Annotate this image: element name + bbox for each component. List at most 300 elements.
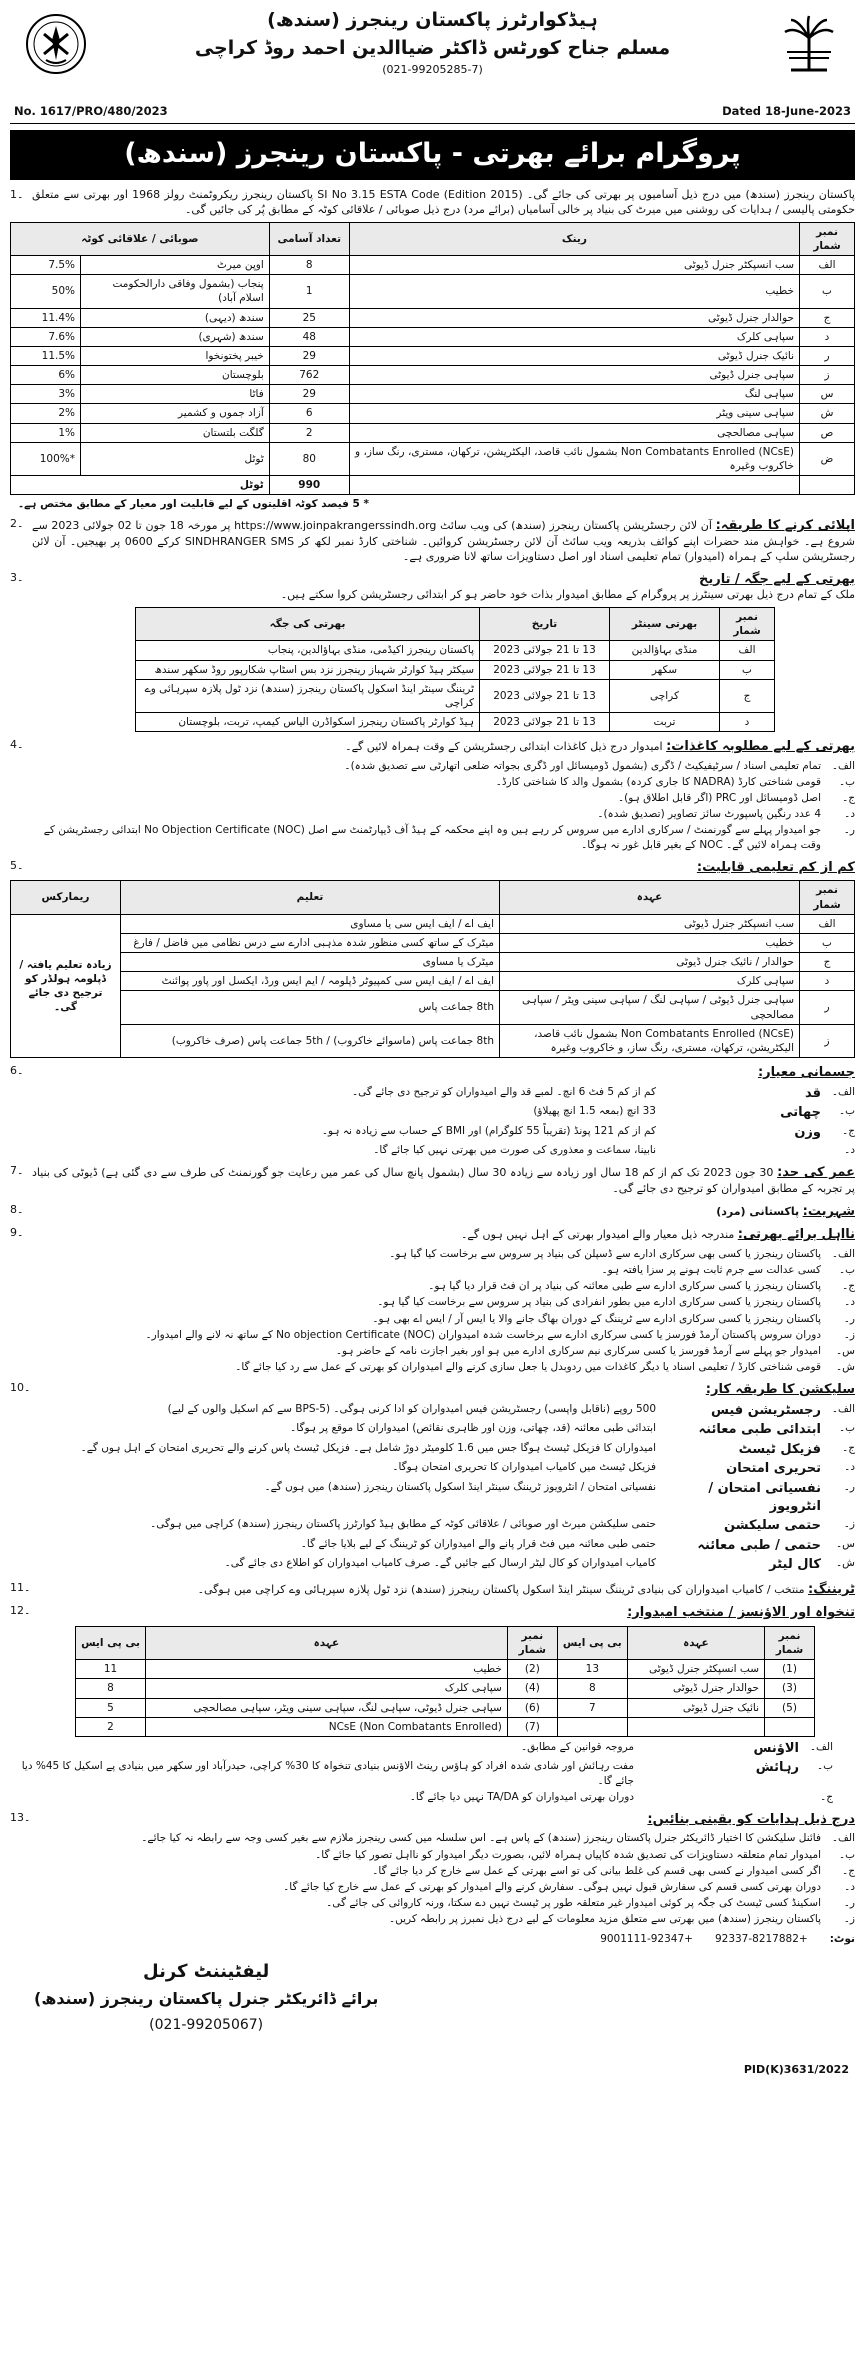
- contact-numbers: [32, 1932, 855, 1946]
- row-place: پاکستان رینجرز اکیڈمی، منڈی بہاؤالدین، پنجاب: [136, 641, 480, 660]
- item-value: نابینا، سماعت و معذوری کی صورت میں بھرتی نہیں کیا جائے گا۔: [373, 1144, 656, 1157]
- row-quota-pct: 7.5%: [11, 255, 81, 274]
- item-label: الف۔: [831, 1402, 855, 1415]
- item-text: پاکستان رینجرز یا کسی سرکاری ادارے میں بطور انفرادی کی بنیاد پر سروس سے برخاست کیا گیا ہو۔: [377, 1296, 821, 1309]
- item-label: د۔: [844, 808, 855, 821]
- row-province: اوپن میرٹ: [81, 255, 270, 274]
- instructions-title: درج ذیل ہدایات کو یقینی بنائیں:: [647, 1811, 855, 1827]
- row-rank: سپاہی مصالحچی: [349, 423, 799, 442]
- list-item: [10, 1739, 833, 1759]
- col-post: عہدہ: [627, 1626, 764, 1659]
- row-sn: ر: [800, 346, 855, 365]
- education-row: [11, 991, 855, 1024]
- list-item: [32, 1440, 855, 1460]
- row-post: سب انسپکٹر جنرل ڈیوٹی: [500, 914, 800, 933]
- row-province: ٹوٹل: [81, 442, 270, 475]
- list-item: [32, 1084, 855, 1104]
- row-date: 13 تا 21 جولائی 2023: [480, 641, 610, 660]
- list-item: [32, 1555, 855, 1575]
- education-row: [11, 933, 855, 952]
- item-text: پاکستان رینجرز یا کسی سرکاری ادارے سے طبی معائنہ کی بنیاد پر ان فٹ قرار دیا گیا ہو۔: [428, 1280, 821, 1293]
- note-label: نوٹ:: [829, 1932, 855, 1945]
- item-value: امیدواران کا فزیکل ٹیسٹ ہوگا جس میں 1.6 کلومیٹر دوڑ شامل ہے۔ فزیکل ٹیسٹ پاس کرنے والے تحریری امتحان کے اہل ہوں گے۔: [80, 1441, 656, 1454]
- row-post: (Non Combatants Enrolled) NCsE: [146, 1717, 508, 1736]
- item-key: نفسیاتی امتحان / انٹرویوز: [708, 1481, 821, 1514]
- item-key: فزیکل ٹیسٹ: [738, 1441, 821, 1457]
- signature-footer: [10, 1960, 855, 2080]
- item-label: ش۔: [836, 1361, 855, 1374]
- reference-row: [10, 104, 855, 124]
- item-text: اگر کسی امیدوار نے کسی بھی قسم کی غلط بیانی کی تو اسے بھرتی کے عمل سے خارج کر دیا جائے گا۔: [372, 1864, 821, 1877]
- item-key: حتمی سلیکشن: [724, 1518, 821, 1534]
- item-label: ر۔: [843, 824, 855, 837]
- row-sn: (2): [507, 1660, 557, 1679]
- item-text: پاکستان رینجرز یا کسی بھی سرکاری ادارے سے ڈسپلن کی بنیاد پر سروس سے برخاست کیا گیا ہو۔: [389, 1247, 821, 1260]
- item-value: کم از کم 121 پونڈ (تقریباً 55 کلوگرام) اور BMI کے حساب سے زیادہ نہ ہو۔: [321, 1124, 656, 1137]
- row-quota-pct: 1%: [11, 423, 81, 442]
- row-sn: ز: [800, 366, 855, 385]
- item-label: الف۔: [831, 1247, 855, 1260]
- row-date: 13 تا 21 جولائی 2023: [480, 679, 610, 712]
- item-text: اسکینڈ کسی ٹیسٹ کی جگہ پر کوئی امیدوار غیر متعلقہ طور پر ٹیسٹ نہیں دے سکتا، ورنہ کاروائی کی جائے گی۔: [326, 1897, 821, 1910]
- row-sn: د: [720, 713, 775, 732]
- section-number: 3۔: [10, 570, 24, 584]
- section-6-physical: [10, 1064, 855, 1158]
- col-quota: صوبائی / علاقائی کوٹہ: [11, 222, 270, 255]
- pay-title: تنخواہ اور الاؤنسز / منتخب امیدوار:: [627, 1605, 855, 1621]
- row-sn: ج: [720, 679, 775, 712]
- row-count: 2: [269, 423, 349, 442]
- age-text: 30 جون 2023 تک کم از کم 18 سال اور زیادہ سے زیادہ 30 سال (بشمول پانچ سال کی عمر میں رعایت جو گورنمنٹ کی طرف سے دی گئی ہے) ڈیوٹی کی بنیاد پر تجربہ کے مطابق امیدواران کو ترجیح دی جائے گی۔: [32, 1166, 855, 1195]
- section-number: 5۔: [10, 858, 24, 872]
- item-label: س۔: [836, 1344, 855, 1357]
- row-rank: سپاہی سینی ویٹر: [349, 404, 799, 423]
- row-province: سندھ (شہری): [81, 327, 270, 346]
- row-quota-pct: 100%*: [11, 442, 81, 475]
- documents-intro: امیدوار درج ذیل کاغذات ابتدائی رجسٹریشن کے وقت ہمراہ لائیں گے۔: [345, 740, 663, 754]
- list-item: [32, 1479, 855, 1516]
- item-text: قومی شناختی کارڈ (NADRA کا جاری کردہ) بشمول والد کا شناختی کارڈ۔: [495, 775, 821, 788]
- item-text: امیدوار جو پہلے سے آرمڈ فورسز یا کسی سرکاری نیم سرکاری ادارے میں ہو اور بغیر اجازت نامہ کے حاضر ہو۔: [335, 1344, 821, 1357]
- item-key: رہائش: [755, 1760, 799, 1776]
- item-text: تمام تعلیمی اسناد / سرٹیفیکیٹ / ڈگری (بشمول ڈومیسائل اور ڈگری بجواتہ ضلعی اتھارٹی سے تصدیق شدہ)۔: [344, 759, 821, 772]
- center-row: [136, 713, 775, 732]
- list-item: [32, 1536, 855, 1556]
- list-item: [32, 1278, 855, 1294]
- documents-title: بھرتی کے لیے مطلوبہ کاغذات:: [666, 739, 855, 755]
- education-title: کم از کم تعلیمی قابلیت:: [696, 859, 855, 875]
- citizenship-title: شہریت:: [802, 1203, 855, 1219]
- selection-title: سلیکشن کا طریقہ کار:: [705, 1382, 855, 1398]
- item-label: ز۔: [843, 1913, 855, 1926]
- list-item: [32, 822, 855, 852]
- row-sn: س: [800, 385, 855, 404]
- item-value: ابتدائی طبی معائنہ (قد، چھاتی، وزن اور ظاہری نقائص) امیدواران کا موقع پر ہوگا۔: [290, 1422, 656, 1435]
- row-rank: نائیک جنرل ڈیوٹی: [349, 346, 799, 365]
- item-text: جو امیدوار پہلے سے گورنمنٹ / سرکاری ادارے میں سروس کر رہے ہیں وہ اپنے محکمہ کے ہیڈ آف ڈیپارٹمنٹ سے اصل No Objection Certificate (NOC) ابتدائی رجسٹریشن کے وقت ہمراہ لائیں گے۔ NOC کے بغیر قابل غور نہ ہوگا۔: [43, 824, 821, 851]
- section-1-vacancies: [10, 188, 855, 511]
- list-item: [32, 1246, 855, 1262]
- row-sn: ر: [800, 991, 855, 1024]
- col-education: تعلیم: [121, 881, 500, 914]
- list-item: [32, 1401, 855, 1421]
- row-sn: (7): [507, 1717, 557, 1736]
- row-sn: [765, 1717, 815, 1736]
- row-post: حوالدار جنرل ڈیوٹی: [627, 1679, 764, 1698]
- item-key: وزن: [794, 1124, 821, 1140]
- section-number: 4۔: [10, 738, 24, 752]
- item-value: حتمی طبی معائنہ میں فٹ قرار پانے والے امیدواران کو ٹریننگ کے لیے بلایا جائے گا۔: [300, 1537, 656, 1550]
- section-number: 10۔: [10, 1381, 31, 1395]
- item-text: قومی شناختی کارڈ / تعلیمی اسناد یا دیگر کاغذات میں ردوبدل یا جعل سازی کرنے والے امیدواران کو بھرتی کے عمل سے رد کیا جائے گا۔: [235, 1361, 821, 1374]
- row-remarks: زیادہ تعلیم یافتہ / ڈپلومہ ہولڈر کو ترجیح دی جائے گی۔: [11, 914, 121, 1057]
- item-label: الف۔: [809, 1740, 833, 1753]
- hq-phone: (021-99205285-7): [382, 63, 483, 77]
- signatory-phone: (021-99205067): [149, 2016, 264, 2033]
- total-label: ٹوٹل: [11, 476, 270, 495]
- section-1-text: پاکستان رینجرز (سندھ) میں درج ذیل آسامیوں پر بھرتی کی جائے گی۔ SI No 3.15 ESTA Code (Edition 2015) پاکستان رینجرز ریکروٹمنٹ رولز 1968 اور بھرتی سے متعلق حکومتی پالیسی / ہدایات کی روشنی میں میرٹ کی بنیاد پر خالی آسامیاں (برائے مرد) درج ذیل صوبائی / علاقائی کوٹہ کے مطابق پُر کی جائیں گی۔: [32, 187, 855, 216]
- item-label: ج۔: [842, 1280, 855, 1293]
- row-bps: 11: [76, 1660, 146, 1679]
- row-sn: ب: [800, 933, 855, 952]
- center-row: [136, 641, 775, 660]
- row-center: سکھر: [610, 660, 720, 679]
- row-education: 8th جماعت پاس (ماسوائے خاکروب) / 5th جماعت پاس (صرف خاکروب): [121, 1024, 500, 1057]
- row-post: سب انسپکٹر جنرل ڈیوٹی: [627, 1660, 764, 1679]
- education-row: [11, 1024, 855, 1057]
- row-post: سپاہی جنرل ڈیوٹی، سپاہی لنگ، سپاہی سینی ویٹر، سپاہی مصالحچی: [146, 1698, 508, 1717]
- row-date: 13 تا 21 جولائی 2023: [480, 660, 610, 679]
- row-province: پنجاب (بشمول وفاقی دارالحکومت اسلام آباد): [81, 275, 270, 308]
- item-value: مفت رہائش اور شادی شدہ افراد کو ہاؤس رینٹ الاؤنس بنیادی تنخواہ کا 30% کراچی، حیدرآباد اور سکھر میں بنیادی پے اسکیل کا 45% دیا جائے گا۔: [21, 1760, 634, 1787]
- item-label: ج۔: [842, 1864, 855, 1877]
- list-item: [32, 1895, 855, 1911]
- row-bps: 13: [557, 1660, 627, 1679]
- section-4-documents: [10, 738, 855, 853]
- row-center: تربت: [610, 713, 720, 732]
- list-item: [32, 1359, 855, 1375]
- row-rank: سپاہی جنرل ڈیوٹی: [349, 366, 799, 385]
- item-key: [634, 1790, 799, 1804]
- list-item: [32, 1516, 855, 1536]
- list-item: [32, 1911, 855, 1927]
- item-label: ش۔: [836, 1557, 855, 1570]
- col-rank: رینک: [349, 222, 799, 255]
- ineligible-intro: مندرجہ ذیل معیار والے امیدوار بھرتی کے اہل نہیں ہوں گے۔: [460, 1228, 735, 1242]
- row-rank: حوالدار جنرل ڈیوٹی: [349, 308, 799, 327]
- hq-title: ہیڈکوارٹرز پاکستان رینجرز (سندھ): [267, 9, 598, 31]
- education-row: [11, 953, 855, 972]
- section-number: 7۔: [10, 1164, 24, 1178]
- list-item: [32, 1847, 855, 1863]
- row-province: بلوچستان: [81, 366, 270, 385]
- list-item: [32, 1262, 855, 1278]
- vacancy-row: [11, 346, 855, 365]
- row-education: 8th جماعت پاس: [121, 991, 500, 1024]
- row-province: فاٹا: [81, 385, 270, 404]
- section-11-training: [10, 1581, 855, 1599]
- list-item: [32, 1863, 855, 1879]
- col-post: عہدہ: [500, 881, 800, 914]
- list-item: [32, 790, 855, 806]
- hq-address: مسلم جناح کورٹس ڈاکٹر ضیاالدین احمد روڈ کراچی: [194, 36, 671, 59]
- section-3-centers: [10, 571, 855, 733]
- row-bps: 8: [557, 1679, 627, 1698]
- section-number: 9۔: [10, 1226, 24, 1240]
- palm-crest-icon: [777, 12, 841, 76]
- section-10-selection: [10, 1381, 855, 1574]
- section-number: 2۔: [10, 517, 24, 531]
- training-title: ٹریننگ:: [808, 1581, 855, 1597]
- section-9-ineligible: [10, 1226, 855, 1375]
- item-value: فزیکل ٹیسٹ میں کامیاب امیدواران کا تحریری امتحان ہوگا۔: [392, 1461, 656, 1474]
- apply-title: اپلائی کرنے کا طریقہ:: [715, 518, 855, 534]
- item-value: دوران بھرتی امیدواران کو TA/DA نہیں دیا جائے گا۔: [409, 1790, 634, 1803]
- education-row: [11, 972, 855, 991]
- pay-row: [76, 1717, 815, 1736]
- row-rank: Non Combatants Enrolled (NCsE) بشمول نائب قاصد، الیکٹریشن، ترکھان، مستری، رنگ ساز، و خاکروب وغیرہ: [349, 442, 799, 475]
- vacancy-row: [11, 385, 855, 404]
- apply-text: آن لائن رجسٹریشن پاکستان رینجرز (سندھ) کی ویب سائٹ https://www.joinpakrangerssindh.org پر مورخہ 18 جون تا 02 جولائی 2023 سے شروع ہے۔ خواہش مند حضرات اپنے کوائف بذریعہ ویب سائٹ آن لائن رجسٹریشن کروائیں۔ شناختی کارڈ نمبر لکھ کر SINDHRANGER SMS کرکے 0600 پر بھیجیں۔ آن لائن رجسٹریشن سلپ کے ہمراہ (امیدوار) تمام تعلیمی اسناد اور اصل دستاویزات ساتھ لانا ضروری ہے۔: [32, 519, 856, 563]
- list-item: [10, 1789, 833, 1805]
- item-key: چھاتی: [780, 1105, 821, 1121]
- list-item: [32, 774, 855, 790]
- section-12-pay: [10, 1604, 855, 1805]
- list-item: [32, 1420, 855, 1440]
- item-label: ز۔: [843, 1328, 855, 1341]
- list-item: [10, 1758, 833, 1788]
- row-post: [627, 1717, 764, 1736]
- row-bps: 7: [557, 1698, 627, 1717]
- row-province: آزاد جموں و کشمیر: [81, 404, 270, 423]
- row-post: سپاہی کلرک: [500, 972, 800, 991]
- item-text: پاکستان رینجرز (سندھ) میں بھرتی سے متعلق مزید معلومات کے لیے درج ذیل نمبرز پر رابطہ کریں۔: [388, 1913, 821, 1926]
- item-label: ب۔: [816, 1760, 833, 1773]
- vacancy-row: [11, 327, 855, 346]
- row-sn: (3): [765, 1679, 815, 1698]
- row-quota-pct: 3%: [11, 385, 81, 404]
- row-quota-pct: 2%: [11, 404, 81, 423]
- item-label: ب۔: [838, 775, 855, 788]
- list-item: [32, 758, 855, 774]
- minority-footnote: * 5 فیصد کوٹہ اقلیتوں کے لیے قابلیت اور معیار کے مطابق مختص ہے۔: [18, 498, 370, 511]
- item-text: فائنل سلیکشن کا اختیار ڈائریکٹر جنرل پاکستان رینجرز (سندھ) کے پاس ہے۔ اس سلسلہ میں کسی رینجرز ملازم سے بغیر کسی وجہ سے رابطہ نہ کیا جائے۔: [141, 1832, 821, 1845]
- centers-title: بھرتی کے لیے جگہ / تاریخ: [699, 571, 855, 587]
- row-sn: الف: [800, 914, 855, 933]
- row-sn: ب: [720, 660, 775, 679]
- row-post: سپاہی کلرک: [146, 1679, 508, 1698]
- pay-table: [75, 1626, 815, 1737]
- pay-row: [76, 1679, 815, 1698]
- section-number: 8۔: [10, 1202, 24, 1216]
- signatory-rank: لیفٹیننٹ کرنل: [143, 1960, 270, 1982]
- item-value: نفسیاتی امتحان / انٹرویوز ٹریننگ سینٹر اینڈ اسکول پاکستان رینجرز (سندھ) میں ہوں گے۔: [264, 1481, 656, 1494]
- pid-number: PID(K)3631/2022: [743, 2062, 849, 2076]
- item-label: د۔: [844, 1881, 855, 1893]
- age-title: عمر کی حد:: [777, 1165, 855, 1181]
- item-key: قد: [804, 1085, 821, 1101]
- row-date: 13 تا 21 جولائی 2023: [480, 713, 610, 732]
- centers-intro: ملک کے تمام درج ذیل بھرتی سینٹرز پر پروگرام کے مطابق امیدوار بذات خود حاضر ہو کر ابتدائی رجسٹریشن کروا سکتے ہیں۔: [280, 588, 855, 602]
- list-item: [32, 1343, 855, 1359]
- item-label: د۔: [844, 1144, 855, 1157]
- item-key: الاؤنس: [753, 1740, 799, 1756]
- citizenship-text: پاکستانی (مرد): [716, 1204, 800, 1218]
- row-bps: 5: [76, 1698, 146, 1717]
- center-row: [136, 679, 775, 712]
- item-key: تحریری امتحان: [726, 1461, 821, 1477]
- row-count: 762: [269, 366, 349, 385]
- row-bps: [557, 1717, 627, 1736]
- ineligible-title: نااہل برائے بھرتی:: [737, 1227, 855, 1243]
- row-sn: ب: [800, 275, 855, 308]
- list-item: [32, 1327, 855, 1343]
- row-sn: (5): [765, 1698, 815, 1717]
- item-label: الف۔: [831, 759, 855, 772]
- row-sn: ج: [800, 308, 855, 327]
- item-value: 33 انچ (بمعہ 1.5 انچ پھیلاؤ): [533, 1105, 656, 1118]
- pay-row: [76, 1660, 815, 1679]
- row-count: 29: [269, 385, 349, 404]
- item-label: ر۔: [843, 1312, 855, 1325]
- item-key: حتمی / طبی معائنہ: [697, 1537, 821, 1553]
- row-sn: ش: [800, 404, 855, 423]
- section-7-age: [10, 1164, 855, 1196]
- item-label: ج۔: [842, 792, 855, 805]
- row-place: ہیڈ کوارٹر پاکستان رینجرز اسکواڈرن الیاس کیمپ، تربت، بلوچستان: [136, 713, 480, 732]
- col-bps: بی پی ایس: [76, 1626, 146, 1659]
- row-post: Non Combatants Enrolled (NCsE) بشمول نائب قاصد، الیکٹریشن، ترکھان، مستری، رنگ ساز، و خاکروب وغیرہ: [500, 1024, 800, 1057]
- vacancy-row: [11, 308, 855, 327]
- row-rank: خطیب: [349, 275, 799, 308]
- vacancy-row: [11, 442, 855, 475]
- row-province: سندھ (دیہی): [81, 308, 270, 327]
- row-sn: د: [800, 327, 855, 346]
- item-label: الف۔: [831, 1832, 855, 1845]
- row-place: ٹریننگ سینٹر اینڈ اسکول پاکستان رینجرز (سندھ) نزد ٹول پلازہ سپرہائی وے کراچی: [136, 679, 480, 712]
- vacancy-table: [10, 222, 855, 496]
- centers-table: [135, 607, 775, 732]
- education-row: [11, 914, 855, 933]
- row-center: کراچی: [610, 679, 720, 712]
- col-place: بھرتی کی جگہ: [136, 608, 480, 641]
- section-number: 13۔: [10, 1810, 31, 1824]
- row-post: خطیب: [500, 933, 800, 952]
- item-label: ج۔: [842, 1441, 855, 1454]
- row-education: میٹرک کے ساتھ کسی منظور شدہ مذہبی ادارے سے درس نظامی میں فاضل / فارغ: [121, 933, 500, 952]
- item-text: اصل ڈومیسائل اور PRC (اگر قابل اطلاق ہو)۔: [617, 792, 821, 805]
- physical-title: جسمانی معیار:: [757, 1065, 855, 1081]
- row-sn: ص: [800, 423, 855, 442]
- center-row: [136, 660, 775, 679]
- total-count: 990: [269, 476, 349, 495]
- list-item: [32, 1830, 855, 1846]
- item-label: ج۔: [842, 1124, 855, 1137]
- row-bps: 2: [76, 1717, 146, 1736]
- row-sn: ج: [800, 953, 855, 972]
- row-count: 48: [269, 327, 349, 346]
- signature-block: [34, 1960, 378, 2035]
- section-number: 1۔: [10, 187, 24, 201]
- row-center: منڈی بہاؤالدین: [610, 641, 720, 660]
- item-label: ب۔: [838, 1264, 855, 1277]
- vacancy-row: [11, 275, 855, 308]
- row-rank: سپاہی کلرک: [349, 327, 799, 346]
- recruitment-banner: پروگرام برائے بھرتی - پاکستان رینجرز (سندھ): [10, 130, 855, 180]
- col-bps: بی پی ایس: [557, 1626, 627, 1659]
- row-quota-pct: 7.6%: [11, 327, 81, 346]
- section-number: 11۔: [10, 1580, 31, 1594]
- row-post: نائیک جنرل ڈیوٹی: [627, 1698, 764, 1717]
- section-8-citizenship: [10, 1203, 855, 1221]
- row-sn: ز: [800, 1024, 855, 1057]
- item-label: ر۔: [843, 1481, 855, 1494]
- item-label: ب۔: [838, 1422, 855, 1435]
- row-sn: (1): [765, 1660, 815, 1679]
- row-quota-pct: 6%: [11, 366, 81, 385]
- item-label: د۔: [844, 1461, 855, 1474]
- row-education: ایف اے / ایف ایس سی یا مساوی: [121, 914, 500, 933]
- training-text: منتخب / کامیاب امیدواران کی بنیادی ٹریننگ سینٹر اینڈ اسکول پاکستان رینجرز (سندھ) نزد ٹول پلازہ سپرہائی وے کراچی میں ہوگی۔: [197, 1582, 805, 1596]
- item-key: رجسٹریشن فیس: [710, 1402, 821, 1418]
- item-label: ب۔: [838, 1105, 855, 1118]
- contact-phone: 9001111-92347+: [600, 1932, 693, 1945]
- item-text: امیدوار تمام متعلقہ دستاویزات کی تصدیق شدہ کاپیاں ہمراہ لائیں، بصورت دیگر امیدوار کو نااہل تصور کیا جائے گا۔: [315, 1848, 821, 1861]
- list-item: [32, 1311, 855, 1327]
- row-sn: ض: [800, 442, 855, 475]
- item-value: 500 روپے (ناقابل واپسی) رجسٹریشن فیس امیدواران کو ادا کرنی ہوگی۔ (BPS-5 سے کم اسکیل والوں کے لیے): [167, 1402, 656, 1415]
- item-key: ابتدائی طبی معائنہ: [698, 1422, 821, 1438]
- row-count: 6: [269, 404, 349, 423]
- list-item: [32, 1459, 855, 1479]
- vacancy-row: [11, 366, 855, 385]
- row-post: سپاہی جنرل ڈیوٹی / سپاہی لنگ / سپاہی سینی ویٹر / سپاہی مصالحچی: [500, 991, 800, 1024]
- row-quota-pct: 50%: [11, 275, 81, 308]
- col-sn: نمبر شمار: [800, 222, 855, 255]
- item-value: کامیاب امیدواران کو کال لیٹر ارسال کیے جائیں گے۔ صرف کامیاب امیدواران کو اطلاع دی جائے گی۔: [224, 1557, 656, 1570]
- item-label: د۔: [844, 1296, 855, 1309]
- item-text: کسی عدالت سے جرم ثابت ہونے پر سزا یافتہ ہو۔: [601, 1264, 821, 1277]
- item-label: ج۔: [820, 1790, 833, 1803]
- row-quota-pct: 11.4%: [11, 308, 81, 327]
- section-number: 12۔: [10, 1604, 31, 1618]
- row-sn: (6): [507, 1698, 557, 1717]
- section-5-education: [10, 859, 855, 1058]
- col-post: عہدہ: [146, 1626, 508, 1659]
- vacancy-row: [11, 404, 855, 423]
- row-sn: الف: [800, 255, 855, 274]
- item-label: ب۔: [838, 1848, 855, 1861]
- row-sn: الف: [720, 641, 775, 660]
- list-item: [32, 1142, 855, 1158]
- vacancy-row: [11, 255, 855, 274]
- section-number: 6۔: [10, 1064, 24, 1078]
- issue-date: Dated 18-June-2023: [722, 104, 851, 118]
- row-count: 29: [269, 346, 349, 365]
- item-key: [656, 1143, 821, 1157]
- item-text: پاکستان رینجرز یا کسی سرکاری ادارے سے ٹریننگ کے دوران بھاگ جانے والا یا ایس آر / ایس اے بھی ہو۔: [372, 1312, 821, 1325]
- pay-row: [76, 1698, 815, 1717]
- list-item: [32, 1103, 855, 1123]
- col-remarks: ریمارکس: [11, 881, 121, 914]
- row-rank: سپاہی لنگ: [349, 385, 799, 404]
- item-value: مروجہ قوانین کے مطابق۔: [520, 1740, 634, 1753]
- row-province: گلگت بلتستان: [81, 423, 270, 442]
- list-item: [32, 1294, 855, 1310]
- rangers-crest-icon: [24, 12, 88, 76]
- row-province: خیبر پختونخوا: [81, 346, 270, 365]
- col-sn: نمبر شمار: [720, 608, 775, 641]
